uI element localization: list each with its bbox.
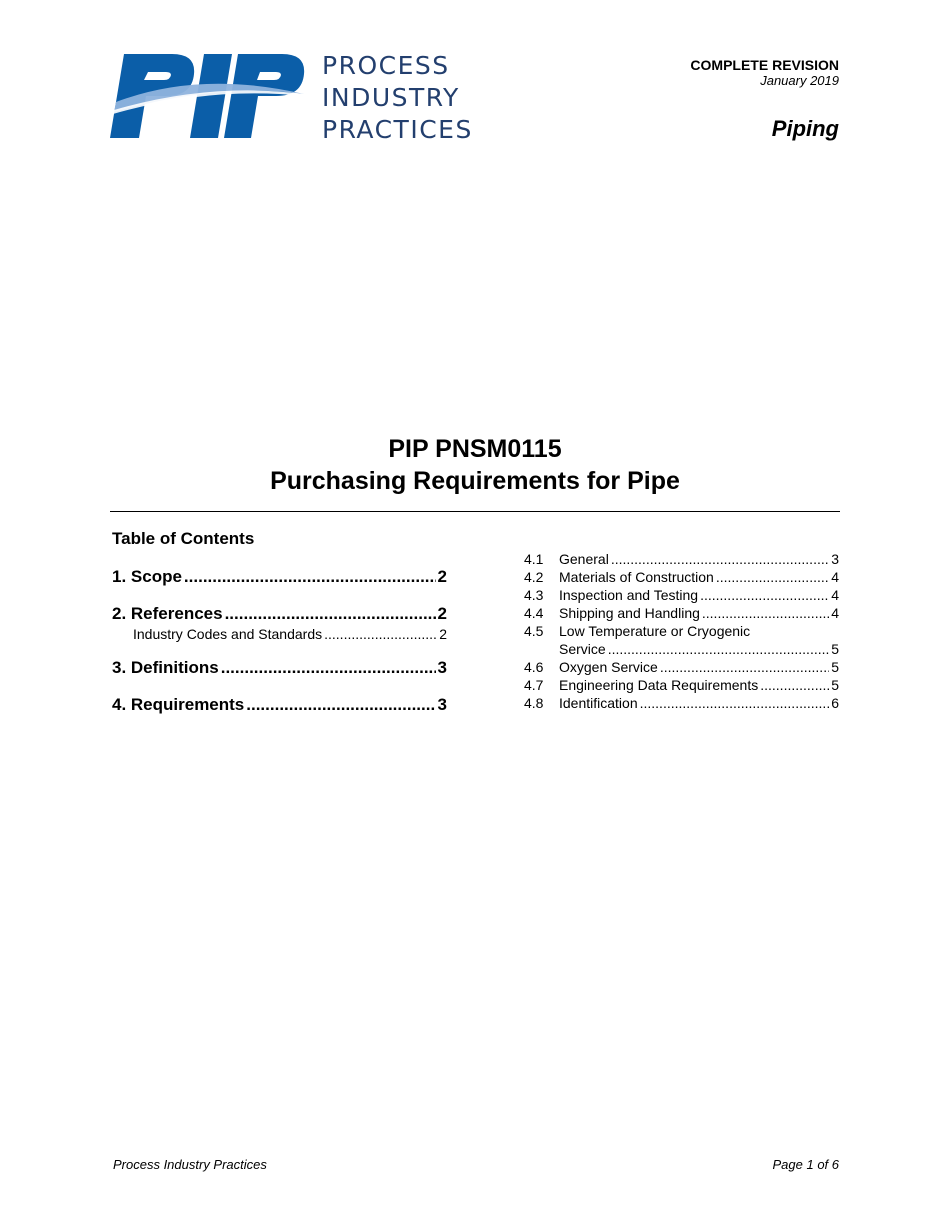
toc-subentry-4-7[interactable] — [524, 676, 839, 694]
toc-subentry-label-continued: Service — [559, 641, 606, 657]
revision-date: January 2019 — [760, 73, 839, 88]
toc-subentry-number: 4.4 — [524, 605, 544, 621]
toc-subentry-label: Inspection and Testing — [559, 587, 699, 603]
toc-subentry-label: Industry Codes and Standards — [133, 626, 323, 642]
toc-subentry-4-1[interactable] — [524, 550, 839, 568]
toc-subentry-page: 3 — [831, 551, 839, 567]
toc-heading: Table of Contents — [112, 529, 255, 548]
toc-leader — [611, 550, 829, 568]
toc-entry-page: 3 — [437, 695, 447, 714]
toc-entry-label: 4. Requirements — [112, 695, 245, 714]
toc-leader — [184, 566, 436, 588]
revision-info — [690, 57, 839, 89]
toc-entry-definitions[interactable] — [112, 657, 447, 679]
toc-subentry-label: Identification — [559, 695, 638, 711]
logo-line-practices: PRACTICES — [322, 115, 473, 144]
toc-leader — [221, 657, 436, 679]
toc-leader — [660, 658, 829, 676]
toc-leader — [760, 676, 829, 694]
toc-entry-page: 2 — [437, 567, 447, 586]
toc-subentry-label: Low Temperature or Cryogenic — [559, 623, 751, 639]
toc-subentry-label: Materials of Construction — [559, 569, 714, 585]
toc-subentry-label: Engineering Data Requirements — [559, 677, 759, 693]
toc-leader — [640, 694, 830, 712]
toc-subentry-label: Oxygen Service — [559, 659, 658, 675]
toc-entry-requirements[interactable] — [112, 694, 447, 716]
toc-entry-scope[interactable] — [112, 566, 447, 588]
toc-subentry-industry-codes[interactable] — [112, 625, 447, 643]
toc-subentry-page: 4 — [831, 587, 839, 603]
toc-entry-references[interactable] — [112, 603, 447, 625]
toc-leader — [324, 625, 437, 643]
toc-subentry-label: General — [559, 551, 609, 567]
logo-line-industry: INDUSTRY — [322, 83, 460, 112]
toc-subentry-page: 5 — [831, 659, 839, 675]
discipline-label: Piping — [771, 116, 839, 141]
document-title-block — [0, 433, 950, 497]
toc-subentry-4-2[interactable] — [524, 568, 839, 586]
document-title: Purchasing Requirements for Pipe — [270, 467, 680, 495]
toc-leader — [716, 568, 829, 586]
toc-subentry-page: 4 — [831, 605, 839, 621]
toc-subentry-number: 4.5 — [524, 623, 544, 639]
toc-subentry-number: 4.2 — [524, 569, 544, 585]
toc-subentry-number: 4.1 — [524, 551, 544, 567]
toc-entry-page: 2 — [437, 604, 447, 623]
toc-entry-label: 2. References — [112, 604, 223, 623]
toc-entry-label: 3. Definitions — [112, 658, 219, 677]
toc-leader — [608, 640, 830, 658]
toc-subentry-number: 4.3 — [524, 587, 544, 603]
toc-leader — [246, 694, 435, 716]
toc-subentry-4-6[interactable] — [524, 658, 839, 676]
toc-subentry-page: 5 — [831, 677, 839, 693]
toc-leader — [702, 604, 829, 622]
toc-subentry-label: Shipping and Handling — [559, 605, 700, 621]
toc-leader — [700, 586, 829, 604]
toc-subentry-4-8[interactable] — [524, 694, 839, 712]
toc-subentry-page: 2 — [439, 626, 447, 642]
pip-logo-mark — [110, 52, 306, 140]
toc-entry-label: 1. Scope — [112, 567, 182, 586]
toc-leader — [225, 603, 436, 625]
title-divider — [110, 511, 840, 512]
document-number: PIP PNSM0115 — [388, 435, 562, 463]
toc-subentry-number: 4.7 — [524, 677, 544, 693]
toc-subentry-4-4[interactable] — [524, 604, 839, 622]
toc-requirements-subsections — [524, 550, 839, 712]
revision-type: COMPLETE REVISION — [690, 57, 839, 73]
footer-page-number: Page 1 of 6 — [772, 1157, 839, 1172]
footer-publisher: Process Industry Practices — [113, 1157, 267, 1172]
toc-subentry-page: 5 — [831, 641, 839, 657]
logo-wordmark — [322, 50, 473, 146]
toc-subentry-4-3[interactable] — [524, 586, 839, 604]
logo-line-process: PROCESS — [322, 51, 450, 80]
toc-subentry-number: 4.6 — [524, 659, 544, 675]
toc-entry-page: 3 — [437, 658, 447, 677]
toc-subentry-number: 4.8 — [524, 695, 544, 711]
toc-subentry-4-5[interactable] — [524, 622, 839, 658]
toc-subentry-page: 6 — [831, 695, 839, 711]
toc-subentry-page: 4 — [831, 569, 839, 585]
